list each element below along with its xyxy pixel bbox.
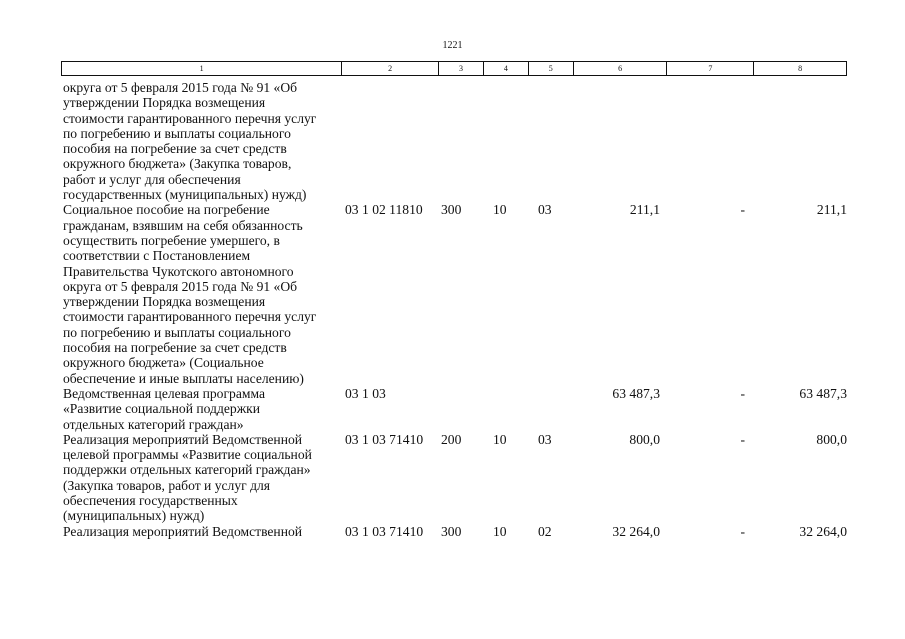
header-col-4: 4: [484, 62, 529, 75]
description-line: утверждении Порядка возмещения: [63, 294, 266, 310]
table-header: [61, 61, 847, 76]
table-row: [61, 524, 847, 539]
header-col-8: 8: [798, 64, 803, 73]
row-col-3: 200: [441, 431, 462, 447]
description-line: соответствии с Постановлением: [63, 248, 251, 264]
row-col-5: 03: [538, 431, 552, 447]
row-code: [342, 80, 439, 202]
description-line: окружного бюджета» (Социальное: [63, 355, 264, 371]
row-code: 03 1 02 11810: [345, 202, 423, 218]
description-line: отдельных категорий граждан»: [63, 416, 244, 432]
description-line: (муниципальных) нужд): [63, 508, 205, 524]
description-line: (Закупка товаров, работ и услуг для: [63, 477, 271, 493]
description-line: работ и услуг для обеспечения: [63, 171, 241, 187]
header-col-2: 2: [342, 62, 439, 75]
row-col-3: [439, 80, 484, 202]
description-line: стоимости гарантированного перечня услуг: [63, 110, 317, 126]
description-line: округа от 5 февраля 2015 года № 91 «Об: [63, 278, 298, 294]
row-col-5: [529, 80, 574, 202]
header-col-6: 6: [574, 62, 668, 75]
description-line: по погребению и выплаты социального: [63, 125, 291, 141]
row-code: 03 1 03: [345, 385, 386, 401]
description-line: обеспечения государственных: [63, 493, 238, 509]
row-col-3: [439, 386, 484, 432]
row-description: [61, 524, 342, 539]
description-line: утверждении Порядка возмещения: [63, 95, 266, 111]
row-col-3: 300: [441, 202, 462, 218]
table-row: [61, 386, 847, 432]
description-line: пособия на погребение за счет средств: [63, 340, 287, 356]
description-line: «Развитие социальной поддержки: [63, 401, 260, 417]
description-line: обеспечение и иные выплаты населению): [63, 370, 304, 386]
description-line: Социальное пособие на погребение: [63, 202, 270, 218]
row-col-7: -: [740, 431, 745, 447]
row-col-7: -: [740, 523, 745, 539]
description-line: Реализация мероприятий Ведомственной: [63, 523, 303, 539]
row-col-5: 03: [538, 202, 552, 218]
table-row: [61, 202, 847, 386]
table-body: [61, 80, 847, 539]
description-line: поддержки отдельных категорий граждан»: [63, 462, 311, 478]
description-line: округа от 5 февраля 2015 года № 91 «Об: [63, 80, 298, 95]
description-line: Правительства Чукотского автономного: [63, 263, 294, 279]
table-row: [61, 80, 847, 202]
header-col-7: 7: [667, 62, 754, 75]
row-col-5: [529, 386, 574, 432]
header-col-5: 5: [529, 62, 574, 75]
row-col-7: -: [740, 385, 745, 401]
description-line: государственных (муниципальных) нужд): [63, 187, 307, 203]
row-col-7: -: [740, 202, 745, 218]
row-description: [61, 80, 342, 202]
row-col-8: [755, 80, 847, 202]
row-col-8: 800,0: [816, 431, 847, 447]
row-col-4: [484, 80, 529, 202]
description-line: по погребению и выплаты социального: [63, 324, 291, 340]
row-col-8: 32 264,0: [799, 523, 847, 539]
description-line: Ведомственная целевая программа: [63, 385, 266, 401]
row-code: 03 1 03 71410: [345, 523, 424, 539]
description-line: осуществить погребение умершего, в: [63, 232, 280, 248]
row-col-5: 02: [538, 523, 552, 539]
row-col-8: 63 487,3: [799, 385, 847, 401]
description-line: Реализация мероприятий Ведомственной: [63, 431, 303, 447]
description-line: стоимости гарантированного перечня услуг: [63, 309, 317, 325]
row-col-8: 211,1: [816, 202, 847, 218]
row-col-4: 10: [493, 202, 507, 218]
description-line: окружного бюджета» (Закупка товаров,: [63, 156, 292, 172]
row-description: [61, 432, 342, 524]
row-col-6: 800,0: [629, 431, 660, 447]
row-col-4: [484, 386, 529, 432]
description-line: гражданам, взявшим на себя обязанность: [63, 217, 303, 233]
header-col-1: 1: [62, 62, 342, 75]
table-row: [61, 432, 847, 524]
row-col-6: [574, 80, 668, 202]
row-description: [61, 386, 342, 432]
page-number: 1221: [442, 40, 463, 51]
row-description: [61, 202, 342, 386]
row-code: 03 1 03 71410: [345, 431, 424, 447]
row-col-6: 32 264,0: [612, 523, 660, 539]
row-col-4: 10: [493, 523, 507, 539]
row-col-6: 63 487,3: [612, 385, 660, 401]
row-col-7: [668, 80, 755, 202]
description-line: целевой программы «Развитие социальной: [63, 447, 312, 463]
row-col-6: 211,1: [629, 202, 660, 218]
description-line: пособия на погребение за счет средств: [63, 141, 287, 157]
row-col-3: 300: [441, 523, 462, 539]
row-col-4: 10: [493, 431, 507, 447]
header-col-3: 3: [439, 62, 484, 75]
